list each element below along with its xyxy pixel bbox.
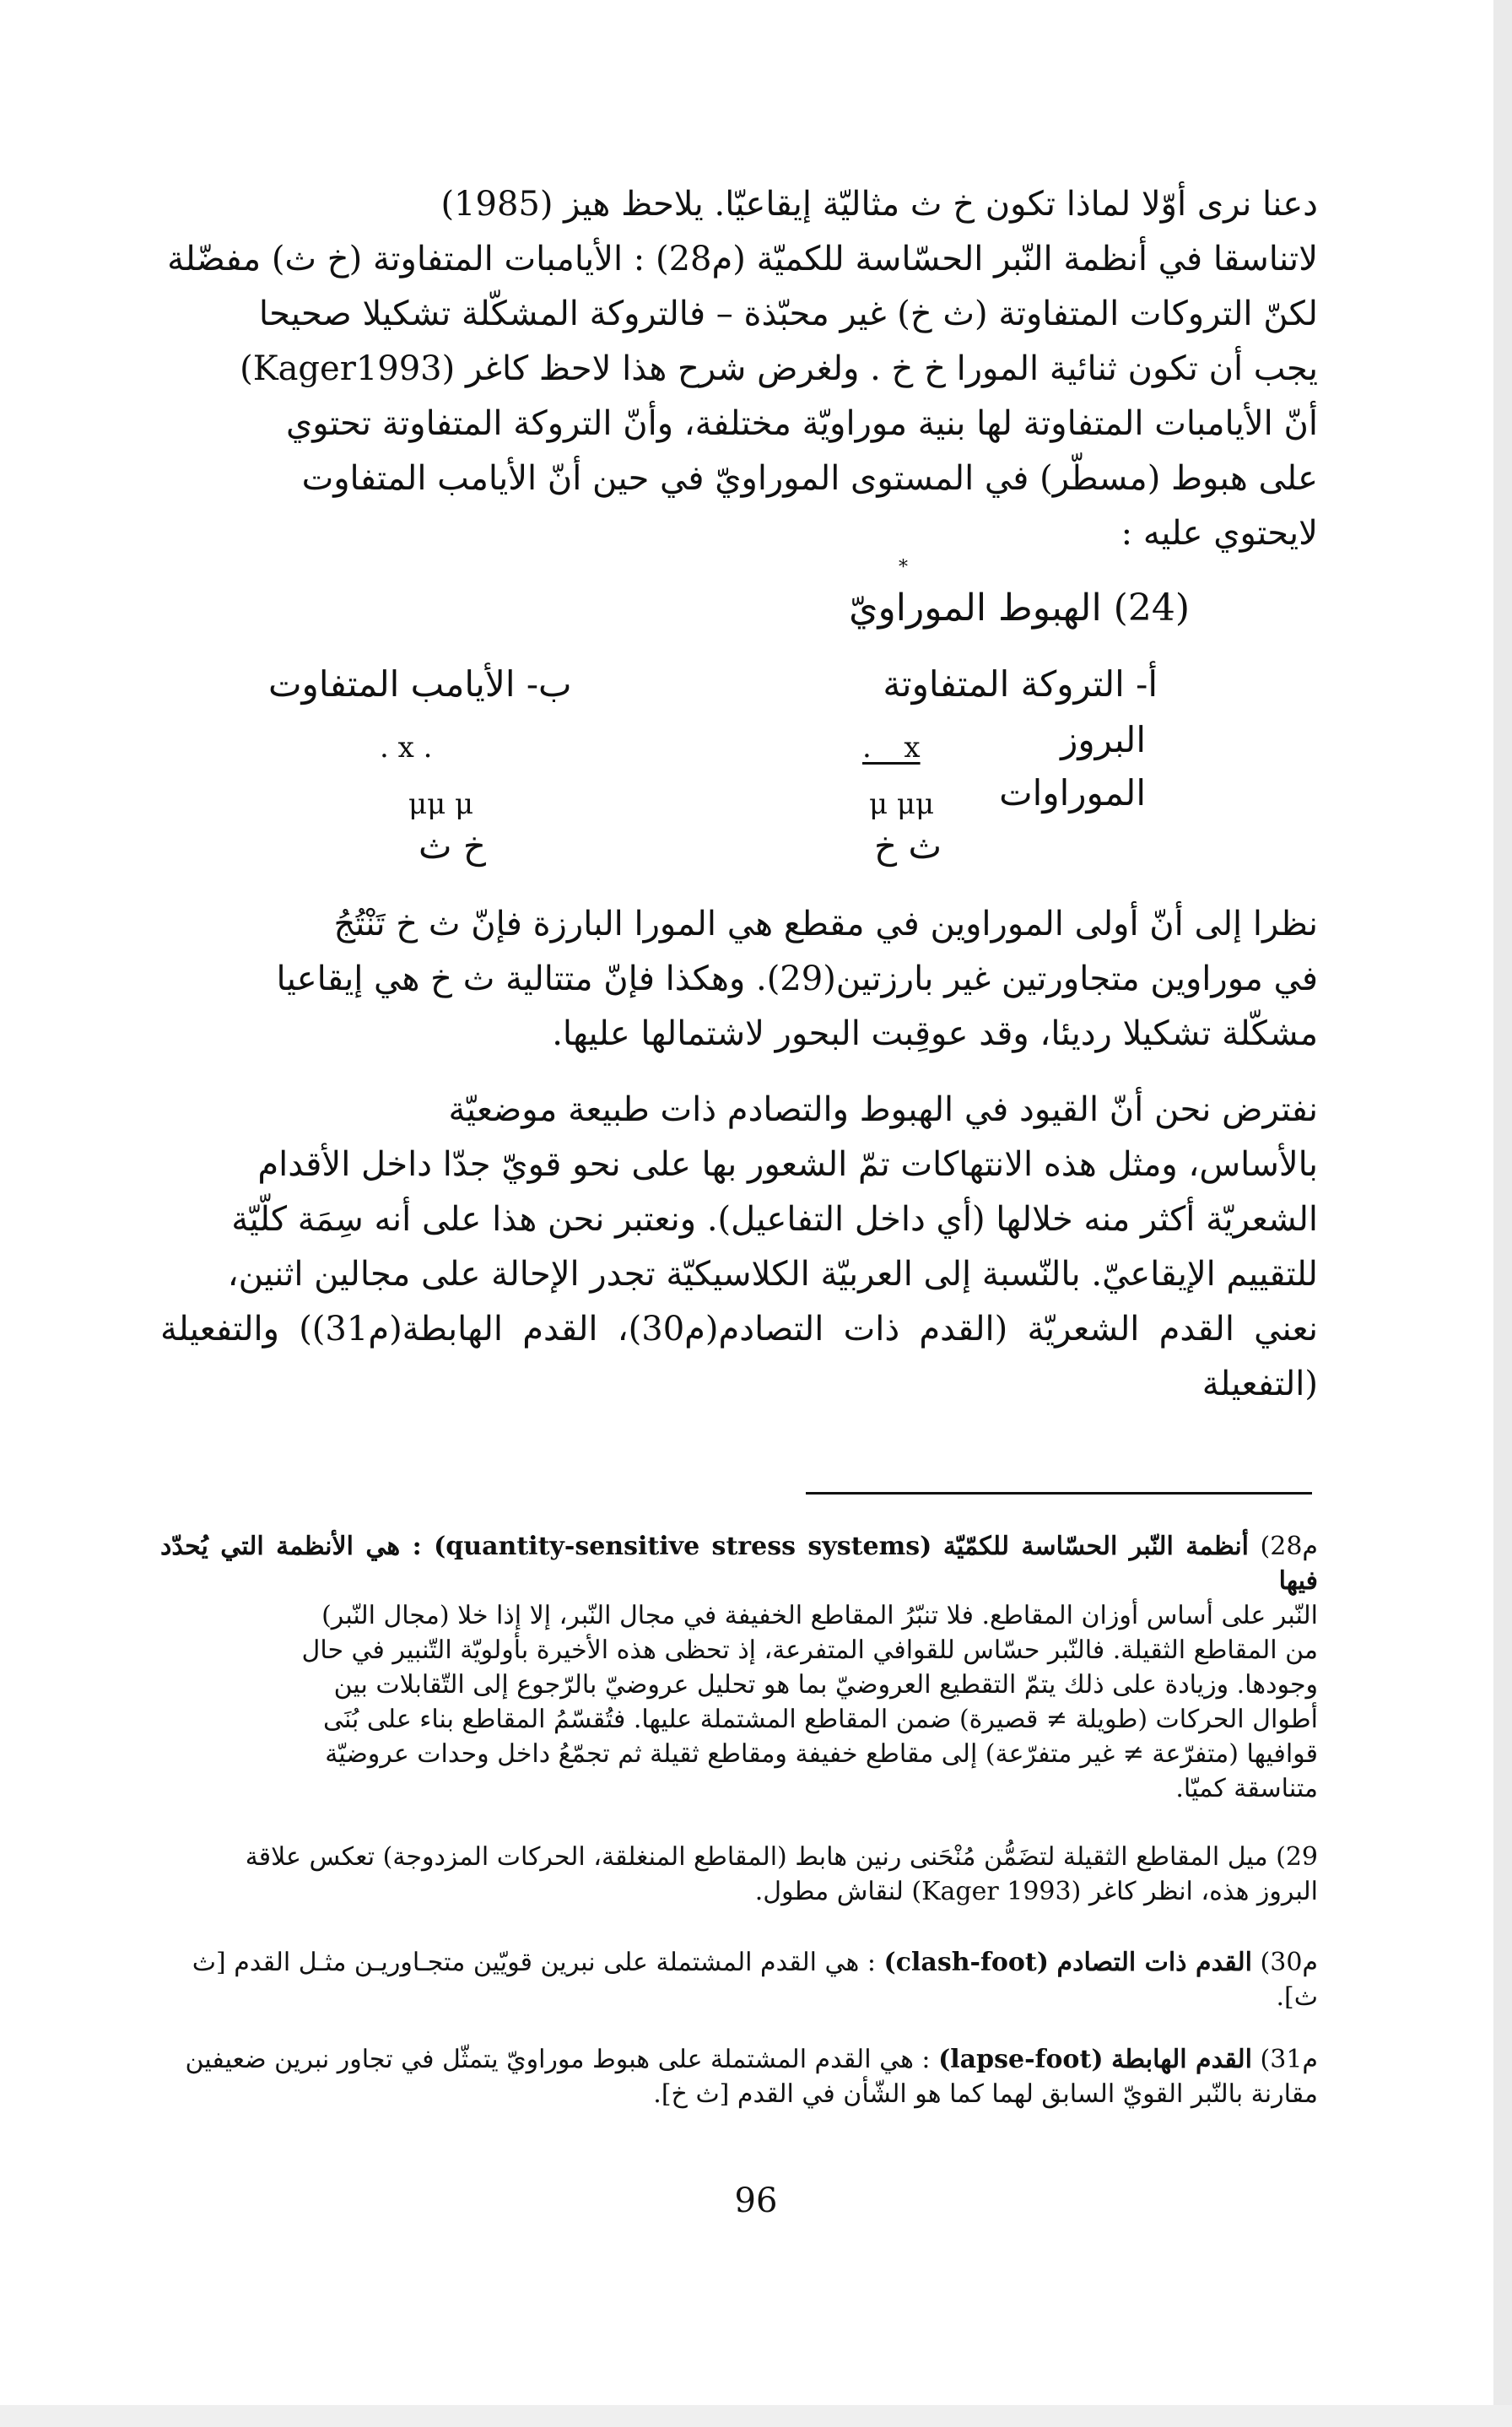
footnote-29 [160, 1840, 1318, 1909]
text-line: نعني القدم الشعريّة (القدم ذات التصادم(م30)، القدم الهابطة(م31)) والتفعيلة (التفعيلة [160, 1310, 1318, 1403]
footnote-line [160, 2042, 1318, 2077]
text-line: لكنّ التروكات المتفاوتة (ث خ) غير محبّذة – فالتروكة المشكّلة تشكيلا صحيحا [258, 295, 1318, 333]
footnote-term-en: (clash-foot) [883, 1948, 1049, 1977]
example-a-label: أ- التروكة المتفاوتة [883, 663, 1158, 705]
footnote-text: ميل المقاطع الثقيلة لتضَمُّن مُنْحَنى رنين هابط (المقاطع المنغلقة، الحركات المزدوجة) تعكس علاقة [245, 1842, 1268, 1872]
text-line: لايحتوي عليه : [1120, 514, 1318, 553]
footnote-text: : هي القدم المشتملة على هبوط موراويّ يتمثّل في تجاور نبرين ضعيفين [185, 2045, 939, 2074]
text-line: لاتناسقا في أنظمة النّبر الحسّاسة للكميّة (م28) : الأيامبات المتفاوتة (خ ث) مفضّلة [167, 240, 1318, 278]
text-line: على هبوط (مسطّر) في المستوى الموراويّ في حين أنّ الأيامب المتفاوت [301, 459, 1318, 498]
footnote-line [160, 1945, 1318, 1980]
footnote-line: ث]. [1276, 1982, 1318, 2012]
page-number: 96 [734, 2181, 778, 2220]
footnote-31 [160, 2042, 1318, 2111]
footnote-line [160, 1529, 1318, 1598]
footnote-28 [160, 1529, 1318, 1806]
footnote-text: : هي القدم المشتملة على نبرين قويّين متجـاوريـن مثـل القدم [ث [192, 1948, 884, 1977]
footnote-marker: 29) [1276, 1842, 1318, 1872]
example-b-moras: μμ μ [408, 787, 474, 821]
text-line: في موراوين متجاورتين غير بارزتين(29). وهكذا فإنّ متتالية ث خ هي إيقاعيا [276, 959, 1318, 998]
prominence-label: البروز [1061, 719, 1146, 760]
text-line: للتقييم الإيقاعيّ. بالنّسبة إلى العربيّة الكلاسيكيّة تجدر الإحالة على مجالين اثنين، [227, 1255, 1318, 1294]
text-line: دعنا نرى أوّلا لماذا تكون خ ث مثاليّة إيقاعيّا. يلاحظ هيز (1985) [440, 185, 1318, 224]
example-b-prominence: . x . [380, 731, 433, 765]
footnote-marker: م30) [1260, 1948, 1318, 1977]
footnote-term: أنظمة النّبر الحسّاسة للكمّيّة [942, 1532, 1250, 1561]
example-title: (24) الهبوط الموراويّ [849, 586, 1190, 630]
example-b-syllables: خ ث [418, 825, 487, 867]
page-edge-bottom [0, 2405, 1512, 2427]
footnote-30 [160, 1945, 1318, 2014]
footnote-marker: م28) [1260, 1532, 1318, 1561]
text-line: نفترض نحن أنّ القيود في الهبوط والتصادم ذات طبيعة موضعيّة [448, 1090, 1318, 1129]
text-line: نظرا إلى أنّ أولى الموراوين في مقطع هي المورا البارزة فإنّ ث خ تَنْتُجُ [333, 905, 1318, 943]
example-a-moras: μ μμ [869, 787, 935, 821]
text-line: أنّ الأيامبات المتفاوتة لها بنية موراويّة مختلفة، وأنّ التروكة المتفاوتة تحتوي [286, 404, 1318, 443]
footnote-line: مقارنة بالنّبر القويّ السابق لهما كما هو الشّأن في القدم [ث خ]. [653, 2079, 1318, 2109]
footnote-line [160, 1840, 1318, 1874]
text-line: بالأساس، ومثل هذه الانتهاكات تمّ الشعور بها على نحو قويّ جدّا داخل الأقدام [257, 1145, 1318, 1184]
footnote-line: النّبر على أساس أوزان المقاطع. فلا تنبّرُ المقاطع الخفيفة في مجال النّبر، إلا إذا خلا (مجال النّبر) [321, 1601, 1318, 1630]
text-line: يجب أن تكون ثنائية المورا خ خ . ولغرض شرح هذا لاحظ كاغر (Kager1993) [240, 349, 1318, 388]
example-asterisk: * [899, 557, 908, 578]
example-a-syllables: ث خ [874, 825, 942, 867]
footnote-line: من المقاطع الثقيلة. فالنّبر حسّاس للقوافي المتفرعة، إذ تحظى هذه الأخيرة بأولويّة التّنبير في حال [301, 1635, 1318, 1665]
example-b-label: ب- الأيامب المتفاوت [268, 663, 572, 705]
text-line: مشكّلة تشكيلا رديئا، وقد عوقِبت البحور لاشتمالها عليها. [552, 1014, 1318, 1053]
footnote-marker: م31) [1260, 2045, 1318, 2074]
footnote-term: القدم ذات التصادم [1056, 1948, 1252, 1977]
footnote-line: قوافيها (متفرّعة ≠ غير متفرّعة) إلى مقاطع خفيفة ومقاطع ثقيلة ثم تجمّعُ داخل وحدات عروضيّة [325, 1739, 1318, 1769]
example-a-prominence: . _ x [862, 731, 921, 765]
paragraph-1 [160, 177, 1318, 561]
mora-label: الموراوات [999, 772, 1146, 814]
paragraph-2 [160, 897, 1318, 1062]
footnote-term: القدم الهابطة [1111, 2045, 1252, 2074]
footnote-term-en: (quantity-sensitive stress systems) [434, 1532, 932, 1561]
footnote-intro: : هي الأنظمة التي يُحدّد فيها [160, 1532, 1318, 1596]
footnote-term-en: (lapse-foot) [938, 2045, 1104, 2074]
footnote-line: وجودها. وزيادة على ذلك يتمّ التقطيع العروضيّ بما هو تحليل عروضيّ بالرّجوع إلى التّقابلات بين [333, 1670, 1318, 1700]
footnote-separator [806, 1492, 1312, 1495]
footnote-line: أطوال الحركات (طويلة ≠ قصيرة) ضمن المقاطع المشتملة عليها. فتُقسّمُ المقاطع بناء على بُنَى [322, 1705, 1318, 1734]
paragraph-3 [160, 1083, 1318, 1412]
footnote-line: البروز هذه، انظر كاغر (Kager 1993) لنقاش مطول. [754, 1877, 1318, 1906]
page-edge-right [1493, 0, 1512, 2427]
footnote-line: متناسقة كميّا. [1175, 1774, 1318, 1803]
text-line: الشعريّة أكثر منه خلالها (أي داخل التفاعيل). ونعتبر نحن هذا على أنه سِمَة كلّيّة [231, 1200, 1318, 1239]
